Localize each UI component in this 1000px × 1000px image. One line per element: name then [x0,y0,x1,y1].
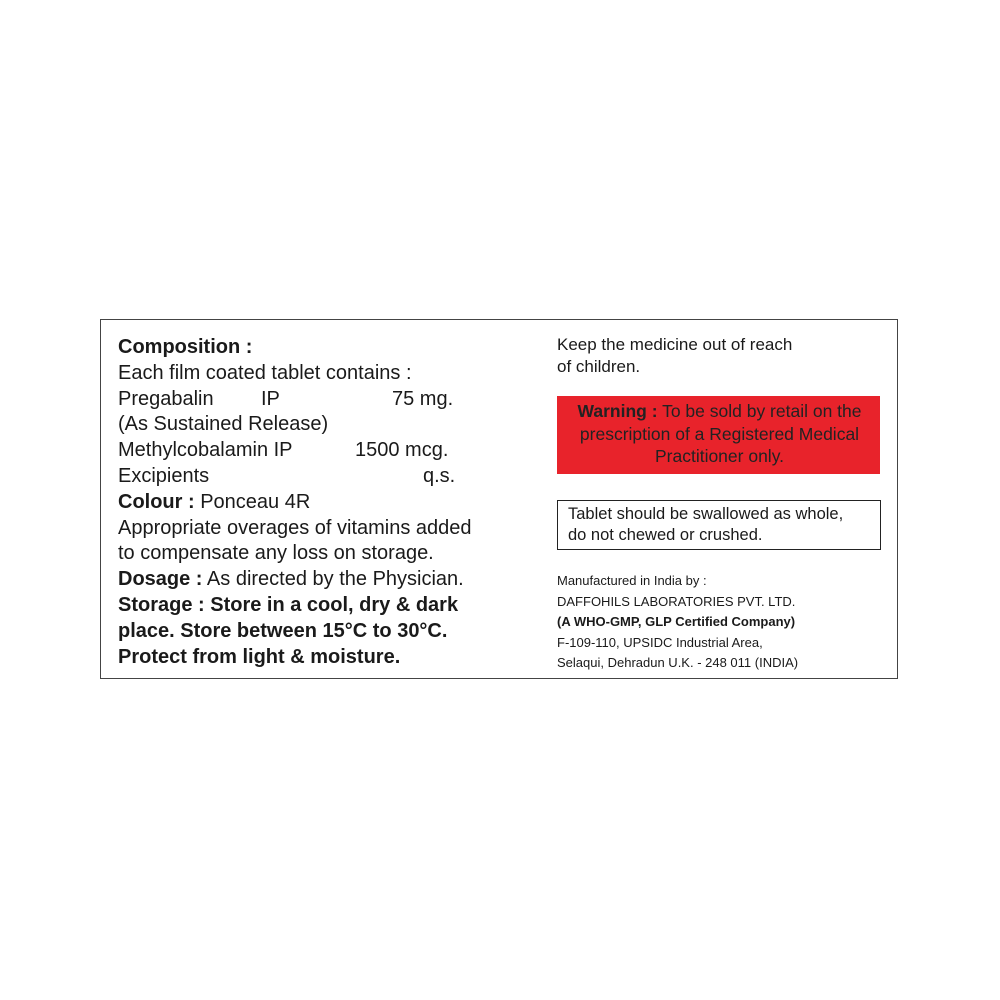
pregabalin-standard: IP [261,387,280,410]
keep-line-2: of children. [557,357,641,376]
excipients-row [118,464,518,490]
pregabalin-name: Pregabalin [118,387,214,410]
composition-section [118,335,518,670]
swallow-instruction-box [557,500,881,550]
manufacturer-line-5: Selaqui, Dehradun U.K. - 248 011 (INDIA) [557,655,799,670]
warning-box [557,396,880,474]
colour-label: Colour : [118,490,195,513]
colour-line [118,490,518,516]
manufacturer-line-2: DAFFOHILS LABORATORIES PVT. LTD. [557,593,796,609]
excipients-quantity: q.s. [423,464,456,487]
release-type: (As Sustained Release) [118,413,329,436]
overages-line-1: Appropriate overages of vitamins added [118,516,472,539]
composition-heading: Composition : [118,336,253,358]
overages-line-2: to compensate any loss on storage. [118,542,434,565]
excipients-name: Excipients [118,464,210,487]
dosage-label: Dosage : [118,568,203,591]
methylcobalamin-row [118,438,518,464]
methylcobalamin-quantity: 1500 mcg. [355,439,449,462]
storage-line-1: Storage : Store in a cool, dry & dark [118,593,459,616]
keep-line-1: Keep the medicine out of reach [557,335,793,354]
swallow-line-2: do not chewed or crushed. [568,526,763,544]
warning-label: Warning : [577,401,658,421]
dosage-value: As directed by the Physician. [202,568,464,591]
methylcobalamin-name: Methylcobalamin IP [118,439,293,462]
right-column [557,334,887,670]
manufacturer-info [557,571,798,674]
manufacturer-line-4: F-109-110, UPSIDC Industrial Area, [557,634,763,650]
storage-line-2: place. Store between 15°C to 30°C. [118,619,448,642]
manufacturer-line-3: (A WHO-GMP, GLP Certified Company) [557,614,796,629]
dosage-line [118,567,518,593]
warning-text: To be sold by retail on the prescription of a Registered Medical Practitioner only. [579,401,862,466]
pregabalin-quantity: 75 mg. [392,387,454,410]
keep-out-of-reach-notice [557,334,887,378]
pregabalin-row [118,387,518,413]
swallow-line-1: Tablet should be swallowed as whole, [568,505,844,523]
composition-intro: Each film coated tablet contains : [118,361,412,384]
storage-line-3: Protect from light & moisture. [118,645,401,668]
colour-value: Ponceau 4R [194,490,311,513]
manufacturer-line-1: Manufactured in India by : [557,573,707,588]
